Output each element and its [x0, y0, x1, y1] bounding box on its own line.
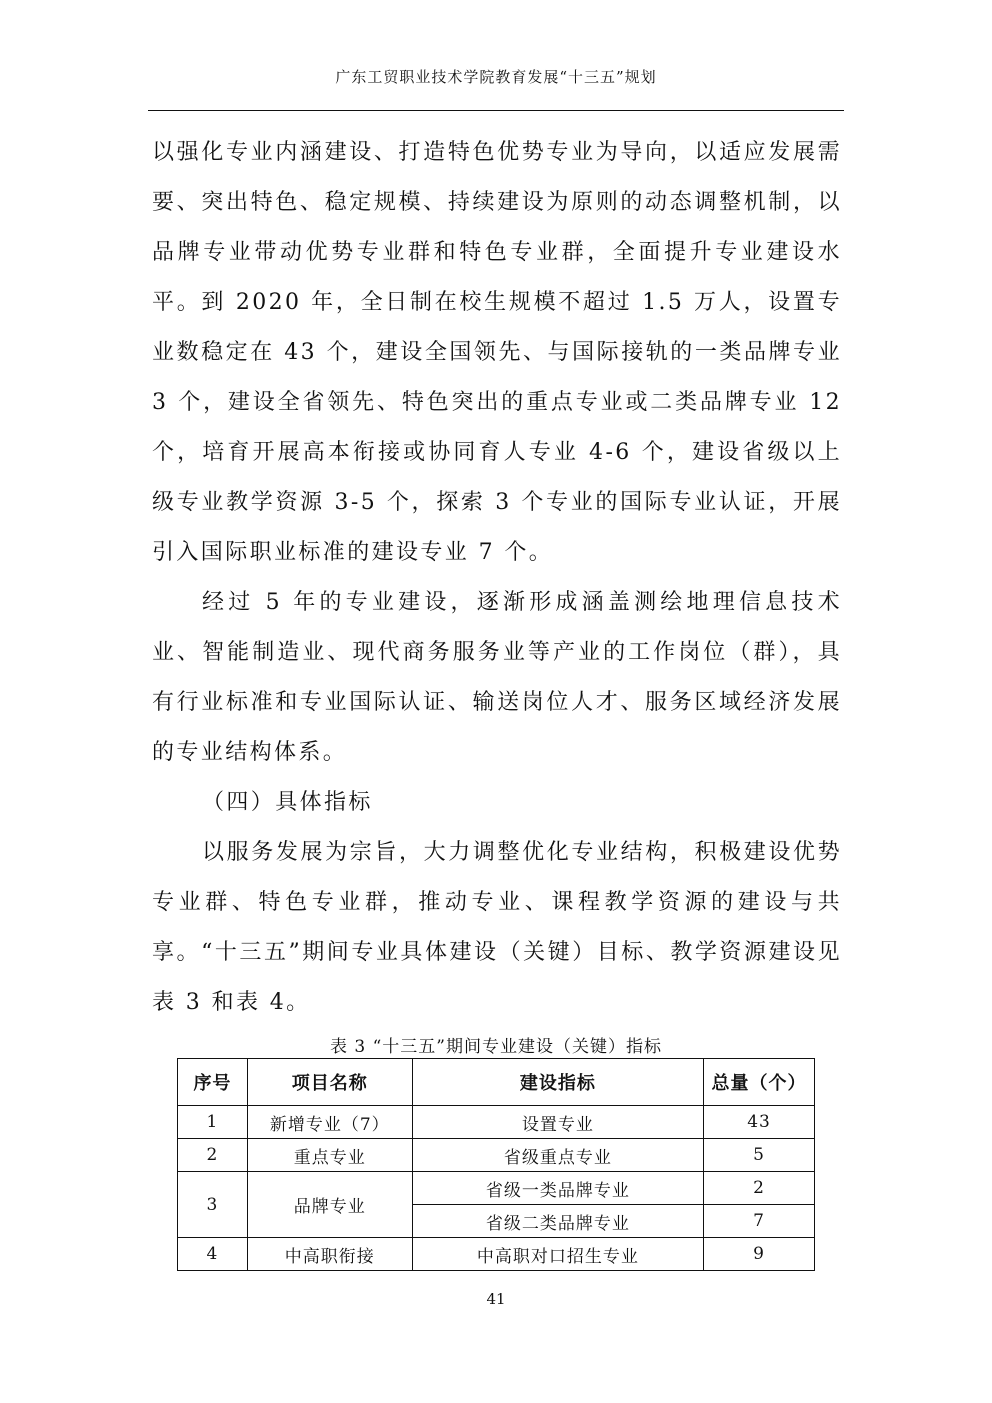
table-row: [178, 1172, 815, 1205]
cell-item: 品牌专业: [247, 1172, 412, 1238]
section-heading: （四）具体指标: [202, 790, 373, 815]
table-caption: 表 3 “十三五”期间专业建设（关键）指标: [329, 1037, 662, 1057]
cell-total: 43: [704, 1106, 815, 1139]
column-header: 项目名称: [247, 1059, 412, 1106]
running-header: 广东工贸职业技术学院教育发展“十三五”规划: [335, 68, 657, 86]
cell-indicator: 省级一类品牌专业: [412, 1172, 703, 1205]
cell-no: 4: [178, 1238, 248, 1271]
cell-no: 1: [178, 1106, 248, 1139]
column-header: 建设指标: [412, 1059, 703, 1106]
table-row: [178, 1139, 815, 1172]
cell-indicator: 设置专业: [412, 1106, 703, 1139]
table-header-row: [178, 1059, 815, 1106]
column-header: 序号: [178, 1059, 248, 1106]
page-number: 41: [486, 1290, 506, 1308]
cell-no: 3: [178, 1172, 248, 1238]
paragraph: 以服务发展为宗旨，大力调整优化专业结构，积极建设优势专业群、特色专业群，推动专业、课程教学资源的建设与共享。“十三五”期间专业具体建设（关键）目标、教学资源建设见表 3 和表 4。: [152, 840, 842, 1015]
table-row: [178, 1238, 815, 1271]
cell-total: 2: [704, 1172, 815, 1205]
cell-item: 中高职衔接: [247, 1238, 412, 1271]
cell-no: 2: [178, 1139, 248, 1172]
column-header: 总量（个）: [704, 1059, 815, 1106]
cell-item: 新增专业（7）: [247, 1106, 412, 1139]
body-text: [152, 128, 842, 1028]
cell-total: 5: [704, 1139, 815, 1172]
cell-total: 7: [704, 1205, 815, 1238]
cell-total: 9: [704, 1238, 815, 1271]
header-divider: [148, 110, 844, 111]
paragraph: 以强化专业内涵建设、打造特色优势专业为导向，以适应发展需要、突出特色、稳定规模、持续建设为原则的动态调整机制，以品牌专业带动优势专业群和特色专业群，全面提升专业建设水平。到 2020 年，全日制在校生规模不超过 1.5 万人，设置专业数稳定在 43 个，建设全国领先、与国际接轨的一类品牌专业 3 个，建设全省领先、特色突出的重点专业或二类品牌专业 12 个，培育开展高本衔接或协同育人专业 4-6 个，建设省级以上级专业教学资源 3-5 个，探索 3 个专业的国际专业认证，开展引入国际职业标准的建设专业 7 个。: [152, 140, 842, 565]
cell-indicator: 省级重点专业: [412, 1139, 703, 1172]
cell-indicator: 中高职对口招生专业: [412, 1238, 703, 1271]
table-row: [178, 1106, 815, 1139]
cell-indicator: 省级二类品牌专业: [412, 1205, 703, 1238]
paragraph: 经过 5 年的专业建设，逐渐形成涵盖测绘地理信息技术业、智能制造业、现代商务服务业等产业的工作岗位（群），具有行业标准和专业国际认证、输送岗位人才、服务区域经济发展的专业结构体系。: [152, 590, 842, 765]
indicator-table: [177, 1058, 815, 1271]
cell-item: 重点专业: [247, 1139, 412, 1172]
